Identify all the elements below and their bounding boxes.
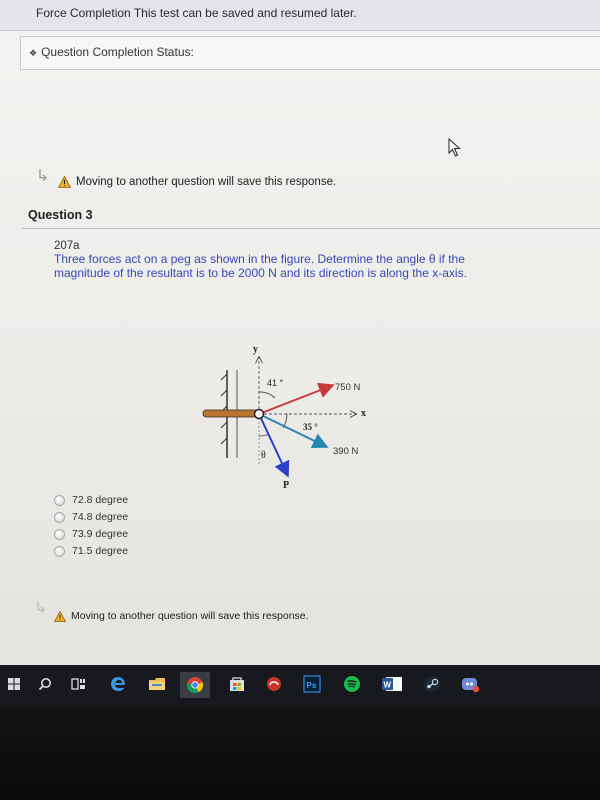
save-warning-top	[58, 176, 336, 188]
answer-option[interactable]	[54, 494, 128, 506]
warning-icon	[58, 176, 71, 188]
answer-option-label: 71.5 degree	[72, 545, 129, 557]
force-750n-arrow	[259, 386, 331, 414]
svg-text:W: W	[383, 680, 392, 690]
word-icon[interactable]	[378, 672, 406, 696]
angle-35-label: 35 °	[303, 422, 318, 432]
answer-option[interactable]	[54, 528, 128, 540]
search-icon[interactable]	[33, 672, 57, 696]
force-750n-label: 750 N	[335, 382, 361, 393]
answer-option-label: 74.8 degree	[72, 511, 129, 523]
question-text: Three forces act on a peg as shown in the figure. Determine the angle θ if the magnitude of the resultant is to be 2000 N and its direction is along the x-axis.	[54, 252, 467, 280]
chevron-down-icon: ❖	[29, 48, 38, 58]
angle-arc-41	[259, 392, 275, 398]
discord-icon[interactable]	[458, 672, 482, 696]
steam-icon[interactable]	[420, 672, 444, 696]
photoshop-icon[interactable]	[300, 672, 324, 696]
windows-icon[interactable]	[2, 672, 26, 696]
y-axis-label: y	[253, 344, 258, 355]
chrome-icon[interactable]	[180, 672, 210, 698]
return-arrow-icon: ↳	[36, 168, 50, 185]
mouse-cursor-icon	[448, 138, 462, 158]
force-390n-label: 390 N	[333, 446, 359, 457]
question-divider	[22, 228, 600, 229]
force-p-arrow	[259, 414, 287, 474]
radio-button[interactable]	[54, 546, 65, 557]
store-icon[interactable]	[225, 672, 249, 696]
theta-label: θ	[261, 450, 266, 461]
svg-text:Ps: Ps	[306, 681, 317, 690]
answer-option[interactable]	[54, 545, 128, 557]
wall-hatch	[221, 422, 227, 428]
question-completion-status-panel[interactable]	[20, 36, 600, 70]
status-label-text: Question Completion Status:	[41, 45, 194, 59]
return-arrow-icon: ↳	[34, 600, 48, 617]
media-app-icon[interactable]	[262, 672, 286, 696]
save-warning-text: Moving to another question will save this response.	[71, 610, 309, 622]
force-diagram	[175, 340, 385, 490]
radio-button[interactable]	[54, 512, 65, 523]
edge-icon[interactable]	[106, 672, 130, 696]
spotify-icon[interactable]	[340, 672, 364, 696]
question-completion-status-label[interactable]	[29, 45, 194, 59]
peg-rod	[203, 410, 259, 417]
angle-41-label: 41 °	[267, 378, 284, 388]
answer-option[interactable]	[54, 511, 128, 523]
radio-button[interactable]	[54, 495, 65, 506]
wall-hatch	[221, 390, 227, 396]
save-warning-text: Moving to another question will save this response.	[76, 176, 337, 188]
peg	[255, 410, 264, 419]
test-header-text: Force Completion This test can be saved and resumed later.	[36, 6, 357, 20]
task-view-icon[interactable]	[67, 672, 91, 696]
question-code: 207a	[54, 240, 80, 252]
answer-option-label: 73.9 degree	[72, 528, 129, 540]
radio-button[interactable]	[54, 529, 65, 540]
x-axis-label: x	[361, 408, 366, 419]
answer-option-label: 72.8 degree	[72, 494, 129, 506]
save-warning-bottom	[54, 610, 309, 622]
warning-icon	[54, 611, 66, 622]
desk-surface	[0, 705, 600, 800]
file-explorer-icon[interactable]	[145, 672, 169, 696]
test-header-bar	[0, 0, 600, 31]
wall-hatch	[221, 374, 227, 380]
question-heading: Question 3	[28, 208, 93, 222]
wall-hatch	[221, 438, 227, 444]
force-p-label: P	[283, 480, 290, 490]
